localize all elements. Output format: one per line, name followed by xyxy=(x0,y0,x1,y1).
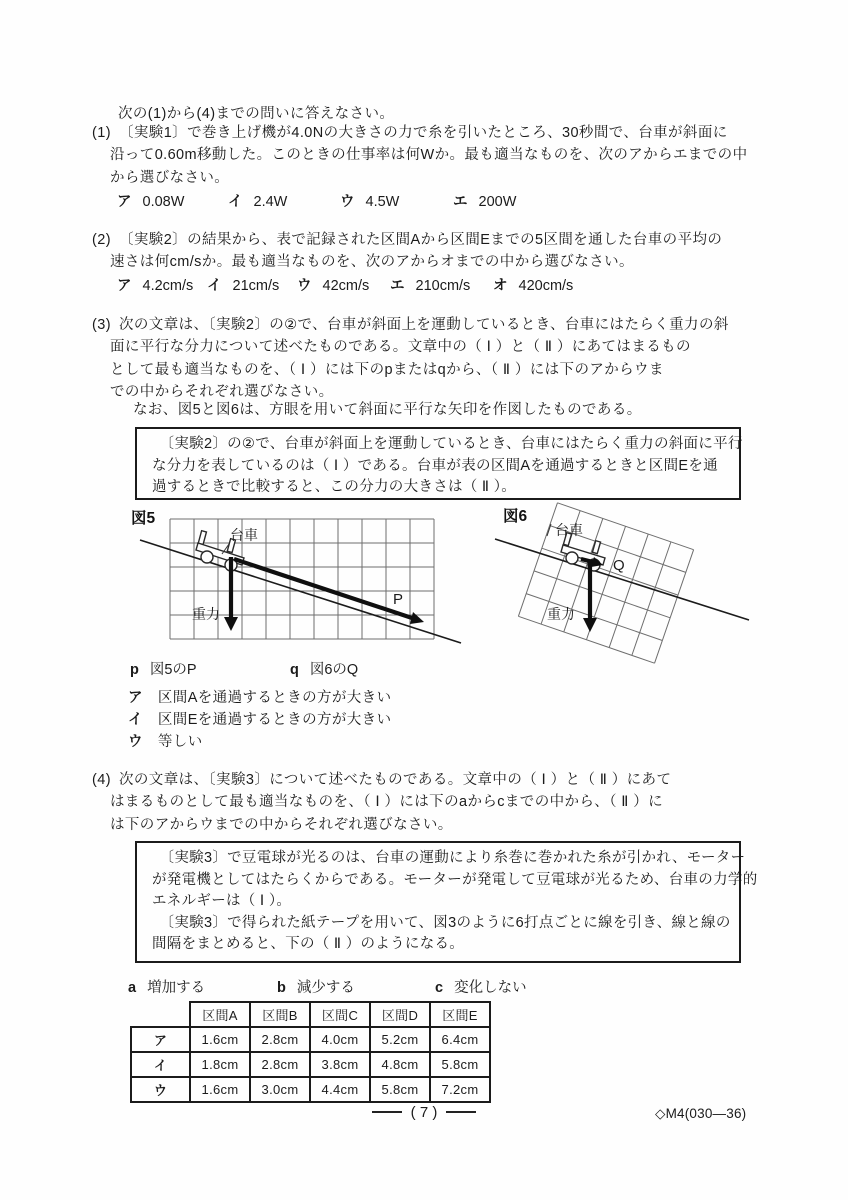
force-p-label: P xyxy=(393,591,404,608)
table-cell: 5.2cm xyxy=(370,1027,430,1052)
page-number: ( 7 ) xyxy=(0,1104,848,1121)
box-2-line-1: 〔実験3〕で豆電球が光るのは、台車の運動により糸巻に巻かれた糸が引かれ、モーター xyxy=(152,850,746,866)
option-p: p 図5のP xyxy=(130,662,197,678)
table-cell: 4.8cm xyxy=(370,1052,430,1077)
question-1-line-1: (1) 〔実験1〕で巻き上げ機が4.0Nの大きさの力で糸を引いたところ、30秒間で、台車が斜面に xyxy=(119,122,747,144)
question-3-line-1: (3) 次の文章は、〔実験2〕の②で、台車が斜面上を運動しているとき、台車にはたらく重力の斜 xyxy=(119,314,729,336)
figure-6-label: 図6 xyxy=(503,508,528,525)
row-label: ア xyxy=(131,1027,190,1052)
choice-3-u: ウ 等しい xyxy=(128,734,203,750)
table-cell: 7.2cm xyxy=(430,1077,490,1102)
question-2-number: (2) xyxy=(92,232,111,248)
table-cell: 3.8cm xyxy=(310,1052,370,1077)
question-4-line-2: はまるものとして最も適当なものを、（ Ⅰ ）には下のaからcまでの中から、（ Ⅱ ）に xyxy=(110,794,664,811)
option-2-e: エ 210cm/s xyxy=(390,278,471,294)
force-q-label: Q xyxy=(613,557,625,574)
cart-label: 台車 xyxy=(230,527,258,543)
question-2 xyxy=(92,229,723,274)
question-1-options xyxy=(0,190,848,210)
table-header: 区間B xyxy=(250,1002,310,1027)
results-table xyxy=(130,1001,491,1103)
question-4-abc-options xyxy=(0,976,848,996)
choice-3-a: ア 区間Aを通過するときの方が大きい xyxy=(128,690,392,706)
question-4-line-1: (4) 次の文章は、〔実験3〕について述べたものである。文章中の（ Ⅰ ）と（ Ⅱ ）にあて xyxy=(119,769,671,791)
statement-box-1 xyxy=(135,427,741,500)
box-1-line-3: 過するときで比較すると、この分力の大きさは（ Ⅱ ）。 xyxy=(152,479,517,496)
question-3-line-2: 面に平行な分力について述べたものである。文章中の（ Ⅰ ）と（ Ⅱ ）にあてはまるもの xyxy=(110,339,691,356)
doc-code: ◇M4(030—36) xyxy=(655,1106,747,1121)
slope-line xyxy=(495,539,749,620)
question-4-number: (4) xyxy=(92,772,111,788)
question-3-line-3: として最も適当なものを、（ Ⅰ ）には下のpまたはqから、（ Ⅱ ）には下のアからウま xyxy=(110,361,664,378)
option-2-i: イ 21cm/s xyxy=(207,278,280,294)
option-1-a: ア 0.08W xyxy=(117,194,185,210)
rotated-grid xyxy=(518,503,693,663)
question-1-number: (1) xyxy=(92,125,111,141)
figure-5 xyxy=(130,507,462,653)
table-cell: 4.0cm xyxy=(310,1027,370,1052)
table-header: 区間A xyxy=(190,1002,250,1027)
question-3-pq-options xyxy=(0,658,848,678)
intro-text: 次の(1)から(4)までの問いに答えなさい。 xyxy=(118,106,395,122)
question-2-line-1: (2) 〔実験2〕の結果から、表で記録された区間Aから区間Eまでの5区間を通した台車の平均の xyxy=(119,229,722,251)
box-2-line-5: 間隔をまとめると、下の（ Ⅱ ）のようになる。 xyxy=(152,936,465,953)
option-q: q 図6のQ xyxy=(290,662,359,678)
table-row xyxy=(131,1027,490,1052)
statement-box-2 xyxy=(135,841,758,963)
option-2-a: ア 4.2cm/s xyxy=(117,278,194,294)
table-header: 区間C xyxy=(310,1002,370,1027)
question-3-note: なお、図5と図6は、方眼を用いて斜面に平行な矢印を作図したものである。 xyxy=(133,402,642,418)
question-1-line-3: から選びなさい。 xyxy=(110,169,230,186)
footer-rule-left xyxy=(372,1111,402,1113)
table-cell: 1.8cm xyxy=(190,1052,250,1077)
option-2-o: オ 420cm/s xyxy=(493,278,574,294)
question-3 xyxy=(92,314,729,403)
table-empty-cell xyxy=(131,1002,190,1027)
row-label: ウ xyxy=(131,1077,190,1102)
question-3-line-4: での中からそれぞれ選びなさい。 xyxy=(110,383,334,400)
table-cell: 3.0cm xyxy=(250,1077,310,1102)
question-2-options xyxy=(0,274,848,294)
option-c: c 変化しない xyxy=(435,980,527,996)
table-header-row xyxy=(131,1002,490,1027)
row-label: イ xyxy=(131,1052,190,1077)
gravity-label: 重力 xyxy=(547,606,575,622)
box-1-line-1: 〔実験2〕の②で、台車が斜面上を運動しているとき、台車にはたらく重力の斜面に平行 xyxy=(152,436,743,452)
footer-rule-right xyxy=(446,1111,476,1113)
table-row xyxy=(131,1077,490,1102)
option-a: a 増加する xyxy=(128,980,206,996)
option-1-u: ウ 4.5W xyxy=(340,194,400,210)
question-3-number: (3) xyxy=(92,317,111,333)
question-2-line-2: 速さは何cm/sか。最も適当なものを、次のアからオまでの中から選びなさい。 xyxy=(110,254,634,271)
gravity-label: 重力 xyxy=(192,606,220,622)
option-1-e: エ 200W xyxy=(453,194,517,210)
cart-label: 台車 xyxy=(555,522,583,538)
option-b: b 減少する xyxy=(277,980,355,996)
question-1 xyxy=(92,122,748,189)
table-cell: 1.6cm xyxy=(190,1027,250,1052)
table-cell: 6.4cm xyxy=(430,1027,490,1052)
table-cell: 2.8cm xyxy=(250,1052,310,1077)
table-row xyxy=(131,1052,490,1077)
table-header: 区間E xyxy=(430,1002,490,1027)
table-header: 区間D xyxy=(370,1002,430,1027)
box-1-line-2: な分力を表しているのは（ Ⅰ ）である。台車が表の区間Aを通過するときと区間Eを通 xyxy=(152,457,718,474)
table-cell: 4.4cm xyxy=(310,1077,370,1102)
table-cell: 5.8cm xyxy=(370,1077,430,1102)
table-cell: 1.6cm xyxy=(190,1077,250,1102)
question-1-line-2: 沿って0.60m移動した。このときの仕事率は何Wか。最も適当なものを、次のアからエまでの中 xyxy=(110,147,748,164)
box-2-line-3: エネルギーは（ Ⅰ ）。 xyxy=(152,893,292,910)
question-4-line-3: は下のアからウまでの中からそれぞれ選びなさい。 xyxy=(110,816,453,833)
figure-5-label: 図5 xyxy=(131,510,156,527)
box-2-line-4: 〔実験3〕で得られた紙テープを用いて、図3のように6打点ごとに線を引き、線と線の xyxy=(152,914,731,931)
figure-6 xyxy=(493,503,751,661)
choice-3-i: イ 区間Eを通過するときの方が大きい xyxy=(128,712,392,728)
box-2-line-2: が発電機としてはたらくからである。モーターが発電して豆電球が光るため、台車の力学的 xyxy=(152,871,758,888)
option-1-i: イ 2.4W xyxy=(228,194,288,210)
question-4 xyxy=(92,769,672,836)
option-2-u: ウ 42cm/s xyxy=(297,278,370,294)
table-cell: 5.8cm xyxy=(430,1052,490,1077)
table-cell: 2.8cm xyxy=(250,1027,310,1052)
